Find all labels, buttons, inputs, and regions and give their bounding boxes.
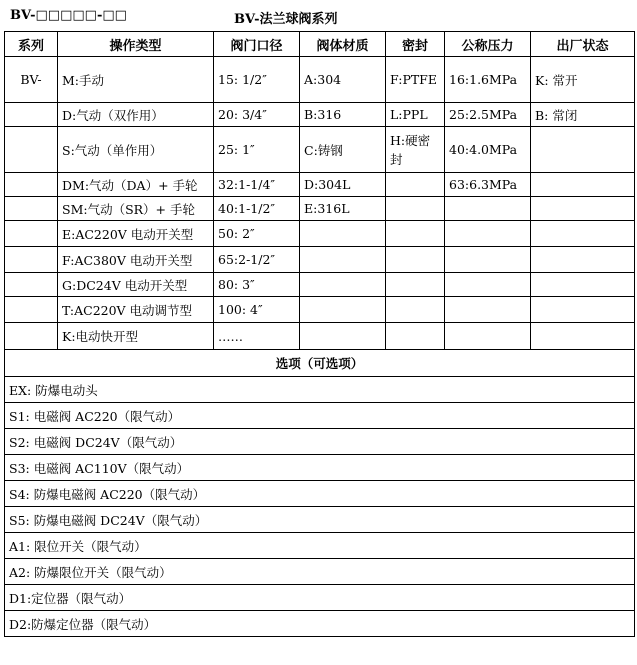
factory-state-cell	[531, 273, 635, 297]
factory-state-cell	[531, 221, 635, 247]
options-header: 选项（可选项）	[5, 350, 635, 377]
option-item: S4: 防爆电磁阀 AC220（限气动）	[5, 481, 635, 507]
header-factory-state: 出厂状态	[531, 32, 635, 57]
pressure-cell	[445, 297, 531, 323]
body-material-cell	[300, 273, 386, 297]
body-material-cell: B:316	[300, 103, 386, 127]
operation-type-cell: G:DC24V 电动开关型	[58, 273, 214, 297]
header-row	[5, 32, 635, 57]
option-item: S1: 电磁阀 AC220（限气动）	[5, 403, 635, 429]
series-cell	[5, 221, 58, 247]
series-cell	[5, 103, 58, 127]
spec-table	[4, 31, 635, 637]
series-cell	[5, 247, 58, 273]
option-item: EX: 防爆电动头	[5, 377, 635, 403]
valve-size-cell: 20: 3/4″	[214, 103, 300, 127]
series-cell	[5, 273, 58, 297]
option-item: D1:定位器（限气动）	[5, 585, 635, 611]
model-code-title: BV-□□□□□-□□	[10, 8, 127, 23]
table-row	[5, 221, 635, 247]
valve-size-cell: 100: 4″	[214, 297, 300, 323]
factory-state-cell	[531, 297, 635, 323]
factory-state-cell	[531, 247, 635, 273]
operation-type-cell: D:气动（双作用）	[58, 103, 214, 127]
seal-cell: F:PTFE	[386, 57, 445, 103]
option-row	[5, 585, 635, 611]
body-material-cell: E:316L	[300, 197, 386, 221]
seal-cell: H:硬密封	[386, 127, 445, 173]
table-row	[5, 297, 635, 323]
seal-cell	[386, 297, 445, 323]
option-item: D2:防爆定位器（限气动）	[5, 611, 635, 637]
series-cell: BV-	[5, 57, 58, 103]
option-row	[5, 455, 635, 481]
option-row	[5, 403, 635, 429]
option-row	[5, 481, 635, 507]
option-row	[5, 611, 635, 637]
valve-size-cell: 15: 1/2″	[214, 57, 300, 103]
table-row	[5, 173, 635, 197]
pressure-cell	[445, 323, 531, 350]
seal-cell	[386, 173, 445, 197]
pressure-cell: 25:2.5MPa	[445, 103, 531, 127]
body-material-cell: C:铸钢	[300, 127, 386, 173]
body-material-cell: A:304	[300, 57, 386, 103]
valve-size-cell: 80: 3″	[214, 273, 300, 297]
series-cell	[5, 197, 58, 221]
seal-cell	[386, 197, 445, 221]
pressure-cell: 40:4.0MPa	[445, 127, 531, 173]
table-row	[5, 323, 635, 350]
option-row	[5, 429, 635, 455]
series-cell	[5, 297, 58, 323]
factory-state-cell: B: 常闭	[531, 103, 635, 127]
header-valve-size: 阀门口径	[214, 32, 300, 57]
pressure-cell: 16:1.6MPa	[445, 57, 531, 103]
option-item: A2: 防爆限位开关（限气动）	[5, 559, 635, 585]
valve-size-cell: 65:2-1/2″	[214, 247, 300, 273]
seal-cell	[386, 273, 445, 297]
body-material-cell: D:304L	[300, 173, 386, 197]
title-row	[4, 4, 634, 31]
seal-cell	[386, 323, 445, 350]
header-body-material: 阀体材质	[300, 32, 386, 57]
factory-state-cell: K: 常开	[531, 57, 635, 103]
series-cell	[5, 173, 58, 197]
pressure-cell: 63:6.3MPa	[445, 173, 531, 197]
factory-state-cell	[531, 323, 635, 350]
valve-size-cell: 25: 1″	[214, 127, 300, 173]
series-cell	[5, 127, 58, 173]
body-material-cell	[300, 297, 386, 323]
body-material-cell	[300, 323, 386, 350]
operation-type-cell: SM:气动（SR）+ 手轮	[58, 197, 214, 221]
spec-body	[5, 57, 635, 637]
operation-type-cell: K:电动快开型	[58, 323, 214, 350]
table-row	[5, 57, 635, 103]
operation-type-cell: E:AC220V 电动开关型	[58, 221, 214, 247]
factory-state-cell	[531, 127, 635, 173]
option-row	[5, 533, 635, 559]
body-material-cell	[300, 221, 386, 247]
pressure-cell	[445, 197, 531, 221]
valve-size-cell: 40:1-1/2″	[214, 197, 300, 221]
pressure-cell	[445, 247, 531, 273]
pressure-cell	[445, 221, 531, 247]
operation-type-cell: F:AC380V 电动开关型	[58, 247, 214, 273]
factory-state-cell	[531, 173, 635, 197]
pressure-cell	[445, 273, 531, 297]
header-operation-type: 操作类型	[58, 32, 214, 57]
valve-size-cell: 32:1-1/4″	[214, 173, 300, 197]
table-row	[5, 127, 635, 173]
operation-type-cell: S:气动（单作用）	[58, 127, 214, 173]
table-row	[5, 273, 635, 297]
option-row	[5, 377, 635, 403]
series-title: BV-法兰球阀系列	[234, 12, 338, 27]
seal-cell	[386, 247, 445, 273]
series-cell	[5, 323, 58, 350]
option-item: S2: 电磁阀 DC24V（限气动）	[5, 429, 635, 455]
valve-size-cell: 50: 2″	[214, 221, 300, 247]
table-row	[5, 103, 635, 127]
factory-state-cell	[531, 197, 635, 221]
header-series: 系列	[5, 32, 58, 57]
body-material-cell	[300, 247, 386, 273]
table-row	[5, 197, 635, 221]
option-row	[5, 559, 635, 585]
option-row	[5, 507, 635, 533]
header-nominal-pressure: 公称压力	[445, 32, 531, 57]
seal-cell: L:PPL	[386, 103, 445, 127]
option-item: S3: 电磁阀 AC110V（限气动）	[5, 455, 635, 481]
header-seal: 密封	[386, 32, 445, 57]
operation-type-cell: DM:气动（DA）+ 手轮	[58, 173, 214, 197]
option-item: S5: 防爆电磁阀 DC24V（限气动）	[5, 507, 635, 533]
valve-size-cell: ……	[214, 323, 300, 350]
operation-type-cell: M:手动	[58, 57, 214, 103]
operation-type-cell: T:AC220V 电动调节型	[58, 297, 214, 323]
seal-cell	[386, 221, 445, 247]
options-header-row	[5, 350, 635, 377]
table-row	[5, 247, 635, 273]
option-item: A1: 限位开关（限气动）	[5, 533, 635, 559]
